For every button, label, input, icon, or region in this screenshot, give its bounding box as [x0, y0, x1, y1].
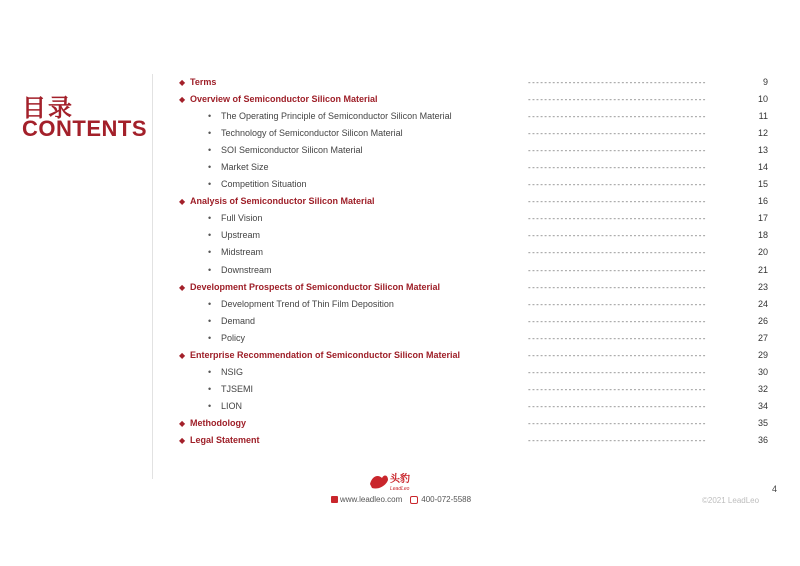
- footer-website[interactable]: www.leadleo.com: [340, 495, 403, 504]
- toc-subsection[interactable]: [0, 296, 800, 313]
- dotted-leader: --------------------------------------------: [528, 163, 707, 173]
- toc-page-number: 35: [757, 417, 768, 428]
- dotted-leader: --------------------------------------------: [528, 180, 707, 190]
- bullet-icon: •: [208, 162, 212, 173]
- bullet-icon: •: [208, 315, 212, 326]
- toc-page-number: 29: [757, 349, 768, 360]
- dotted-leader: --------------------------------------------: [528, 384, 707, 394]
- dotted-leader: --------------------------------------------: [528, 367, 707, 377]
- dotted-leader: --------------------------------------------: [528, 197, 707, 207]
- toc-label: Policy: [221, 332, 246, 343]
- toc-subsection[interactable]: [0, 108, 800, 125]
- toc-label: Analysis of Semiconductor Silicon Material: [190, 196, 375, 207]
- toc-subsection[interactable]: [0, 262, 800, 279]
- toc-subsection[interactable]: [0, 244, 800, 261]
- toc-section[interactable]: [0, 193, 800, 210]
- toc-page-number: 14: [757, 162, 768, 173]
- bullet-icon: •: [208, 247, 212, 258]
- dotted-leader: --------------------------------------------: [528, 435, 707, 445]
- diamond-icon: ◆: [179, 350, 186, 360]
- toc-label: Development Trend of Thin Film Deposition: [221, 298, 394, 309]
- toc-label: Enterprise Recommendation of Semiconductor Silicon Material: [190, 349, 461, 360]
- toc-page-number: 13: [757, 145, 768, 156]
- table-of-contents: [0, 74, 800, 449]
- toc-page-number: 9: [762, 77, 768, 87]
- bullet-icon: •: [208, 213, 212, 224]
- toc-page-number: 17: [757, 213, 768, 224]
- toc-subsection[interactable]: [0, 125, 800, 142]
- toc-subsection[interactable]: [0, 330, 800, 347]
- diamond-icon: ◆: [179, 418, 186, 428]
- diamond-icon: ◆: [179, 78, 186, 87]
- bullet-icon: •: [208, 264, 212, 275]
- dotted-leader: --------------------------------------------: [528, 214, 707, 224]
- toc-section[interactable]: [0, 74, 800, 91]
- bullet-icon: •: [208, 111, 212, 122]
- contents-title-cn: 目录: [22, 94, 74, 122]
- toc-label: Market Size: [221, 162, 269, 173]
- toc-section[interactable]: [0, 347, 800, 364]
- toc-label: LION: [221, 400, 243, 411]
- toc-subsection[interactable]: [0, 313, 800, 330]
- toc-label: Terms: [190, 77, 217, 87]
- diamond-icon: ◆: [179, 435, 186, 445]
- dotted-leader: --------------------------------------------: [528, 333, 707, 343]
- contents-title-en: CONTENTS: [22, 116, 147, 141]
- footer-phone: 400-072-5588: [421, 495, 472, 504]
- dotted-leader: --------------------------------------------: [528, 146, 707, 156]
- toc-subsection[interactable]: [0, 142, 800, 159]
- toc-subsection[interactable]: [0, 227, 800, 244]
- bullet-icon: •: [208, 366, 212, 377]
- toc-section[interactable]: [0, 91, 800, 108]
- toc-label: SOI Semiconductor Silicon Material: [221, 145, 363, 156]
- toc-page-number: 24: [757, 298, 768, 309]
- toc-page-number: 16: [757, 196, 768, 207]
- toc-section[interactable]: [0, 279, 800, 296]
- toc-label: Overview of Semiconductor Silicon Material: [190, 94, 378, 105]
- dotted-leader: --------------------------------------------: [528, 299, 707, 309]
- toc-page-number: 10: [757, 94, 768, 105]
- toc-page-number: 32: [757, 383, 768, 394]
- bullet-icon: •: [208, 230, 212, 241]
- dotted-leader: --------------------------------------------: [528, 418, 707, 428]
- dotted-leader: --------------------------------------------: [528, 316, 707, 326]
- leadleo-logo: [368, 470, 416, 494]
- bullet-icon: •: [208, 332, 212, 343]
- toc-section[interactable]: [0, 415, 800, 432]
- dotted-leader: --------------------------------------------: [528, 265, 707, 275]
- toc-label: Technology of Semiconductor Silicon Material: [221, 128, 403, 139]
- toc-page-number: 30: [757, 366, 768, 377]
- toc-subsection[interactable]: [0, 398, 800, 415]
- website-icon: [331, 496, 338, 503]
- diamond-icon: ◆: [179, 95, 186, 105]
- bullet-icon: •: [208, 145, 212, 156]
- toc-subsection[interactable]: [0, 159, 800, 176]
- bullet-icon: •: [208, 400, 212, 411]
- dotted-leader: --------------------------------------------: [528, 78, 707, 87]
- dotted-leader: --------------------------------------------: [528, 282, 707, 292]
- toc-label: Competition Situation: [221, 179, 307, 190]
- toc-page-number: 12: [757, 128, 768, 139]
- toc-label: Upstream: [221, 230, 261, 241]
- page-number: 4: [772, 484, 778, 494]
- toc-page-number: 18: [757, 230, 768, 241]
- toc-label: Legal Statement: [190, 434, 260, 445]
- toc-page-number: 36: [757, 434, 768, 445]
- dotted-leader: --------------------------------------------: [528, 231, 707, 241]
- toc-subsection[interactable]: [0, 176, 800, 193]
- toc-label: The Operating Principle of Semiconductor Silicon Material: [221, 111, 452, 122]
- toc-page-number: 26: [757, 315, 768, 326]
- toc-label: Full Vision: [221, 213, 263, 224]
- toc-label: Development Prospects of Semiconductor Silicon Material: [190, 281, 441, 292]
- phone-icon: [410, 496, 418, 504]
- toc-page-number: 34: [757, 400, 768, 411]
- toc-section[interactable]: [0, 432, 800, 449]
- diamond-icon: ◆: [179, 197, 186, 207]
- toc-page-number: 23: [757, 281, 768, 292]
- logo-text-en: LeadLeo: [390, 486, 410, 492]
- bullet-icon: •: [208, 128, 212, 139]
- bullet-icon: •: [208, 298, 212, 309]
- footer-contact: [331, 495, 471, 504]
- toc-subsection[interactable]: [0, 210, 800, 227]
- toc-label: TJSEMI: [221, 383, 254, 394]
- bullet-icon: •: [208, 383, 212, 394]
- logo-text-cn: 头豹: [390, 474, 410, 485]
- dotted-leader: --------------------------------------------: [528, 248, 707, 258]
- toc-label: Downstream: [221, 264, 272, 275]
- dotted-leader: --------------------------------------------: [528, 401, 707, 411]
- toc-label: Midstream: [221, 247, 264, 258]
- dotted-leader: --------------------------------------------: [528, 129, 707, 139]
- toc-page-number: 27: [757, 332, 768, 343]
- toc-label: Methodology: [190, 417, 246, 428]
- toc-page-number: 21: [757, 264, 768, 275]
- dotted-leader: --------------------------------------------: [528, 95, 707, 105]
- bullet-icon: •: [208, 179, 212, 190]
- copyright: ©2021 LeadLeo: [702, 496, 760, 505]
- diamond-icon: ◆: [179, 282, 186, 292]
- dotted-leader: --------------------------------------------: [528, 350, 707, 360]
- dotted-leader: --------------------------------------------: [528, 112, 707, 122]
- toc-subsection[interactable]: [0, 364, 800, 381]
- toc-page-number: 11: [758, 111, 768, 122]
- toc-subsection[interactable]: [0, 381, 800, 398]
- toc-label: NSIG: [221, 366, 244, 377]
- toc-label: Demand: [221, 315, 256, 326]
- leopard-icon: [370, 476, 388, 489]
- toc-page-number: 20: [757, 247, 768, 258]
- toc-page-number: 15: [757, 179, 768, 190]
